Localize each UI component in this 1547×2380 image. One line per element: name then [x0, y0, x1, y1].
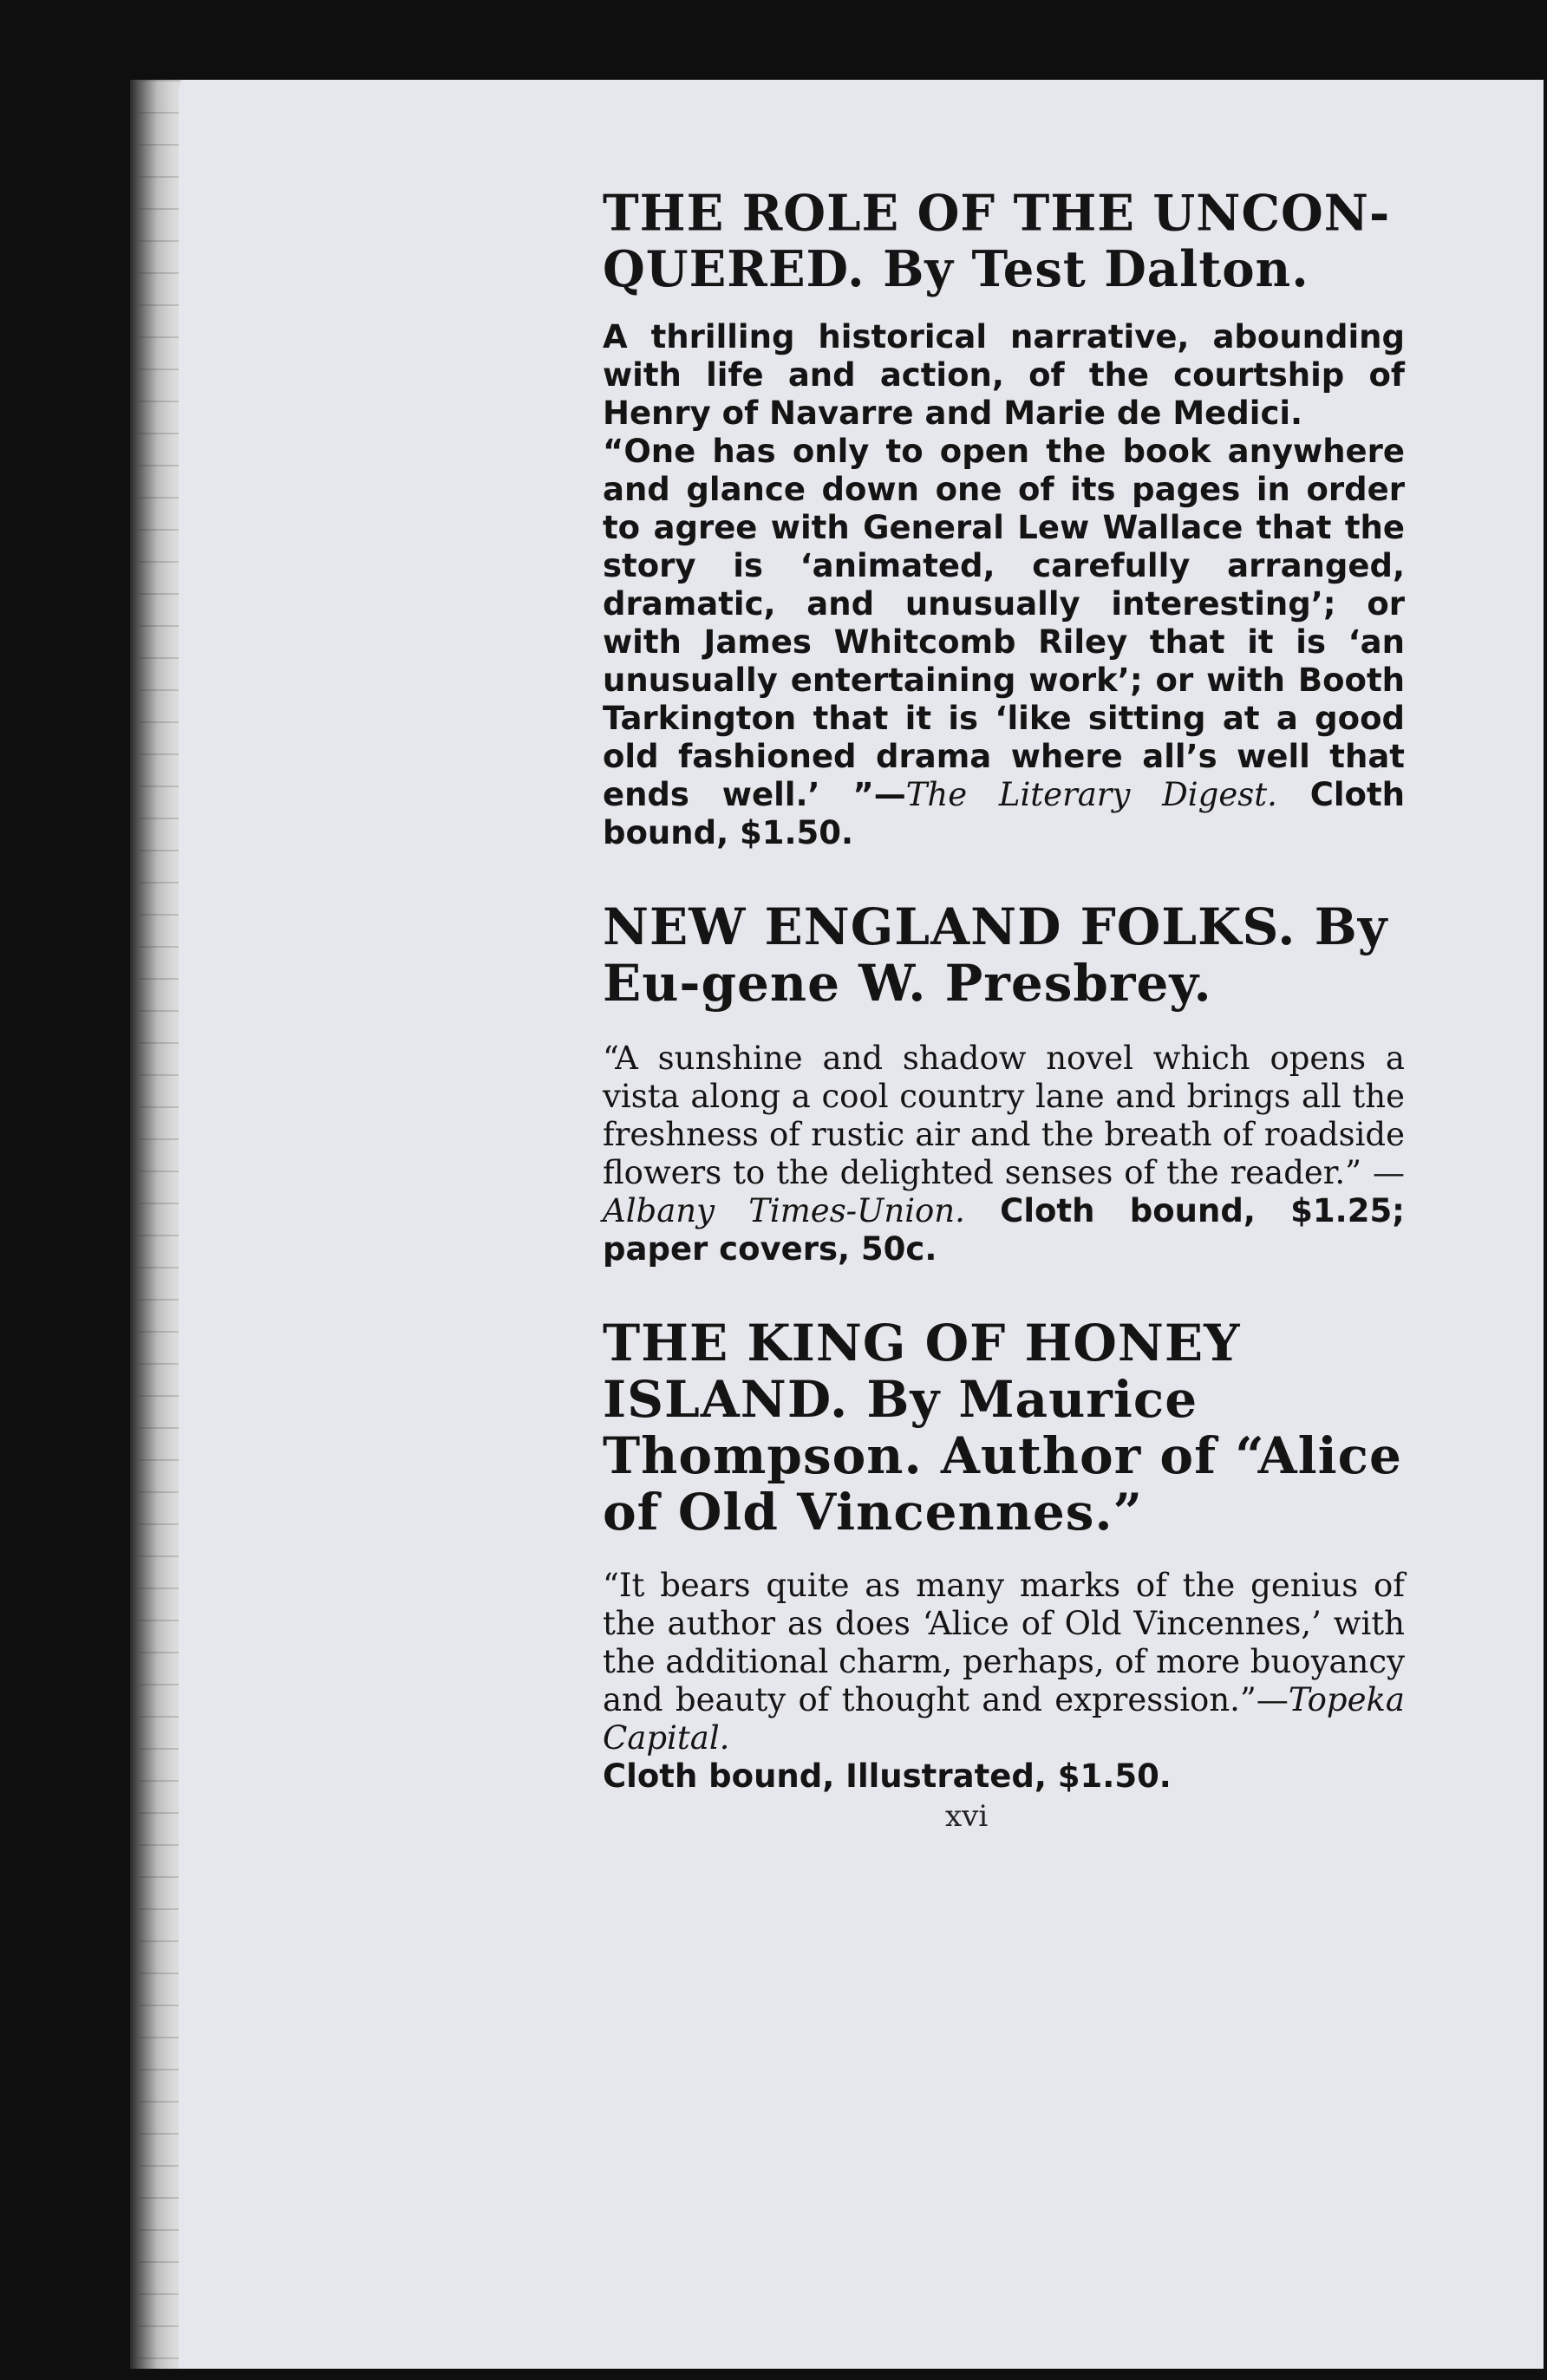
advertisement-column	[603, 184, 1405, 1796]
price-line: Cloth bound, Illustrated, $1.50.	[603, 1757, 1172, 1796]
review-quote-king-of-honey-island	[603, 1567, 1405, 1796]
page-edge-texture	[139, 80, 180, 2369]
book-title-new-england-folks: NEW ENGLAND FOLKS. By Eu-gene W. Presbrey.	[603, 897, 1388, 1014]
book-title-king-of-honey-island: THE KING OF HONEY ISLAND. By Maurice Thompson. Author of “Alice of Old Vincennes.”	[603, 1314, 1402, 1542]
review-quote-text: “One has only to open the book anywhere and glance down one of its pages in order to agree with General Lew Wallace that the story is ‘animated, carefully arranged, dramatic, and unusually interesting’; or with James Whitcomb Riley that it is ‘an unusually entertaining work’; or with Booth Tarkington that it is ‘like sitting at a good old fashioned drama where all’s well that ends well.’ ”—	[603, 433, 1405, 814]
review-source: Topeka Capital.	[603, 1681, 1405, 1757]
review-quote-new-england-folks	[603, 1040, 1405, 1268]
page-number: xvi	[945, 1799, 989, 1834]
review-quote-role-of-the-unconquered	[603, 433, 1405, 852]
review-source: The Literary Digest.	[905, 776, 1277, 814]
review-quote-text: “It bears quite as many marks of the genius of the author as does ‘Alice of Old Vincennes,’ with the additional charm, perhaps, of more buoyancy and beauty of thought and expression.”—	[603, 1567, 1405, 1719]
review-source: Albany Times-Union.	[603, 1192, 965, 1230]
book-description-role-of-the-unconquered: A thrilling historical narrative, abounding with life and action, of the courtship of Henry of Navarre and Marie de Medici.	[603, 318, 1405, 433]
price-line: Cloth bound, $1.25; paper covers, 50c.	[603, 1192, 1405, 1268]
review-quote-text: “A sunshine and shadow novel which opens a vista along a cool country lane and brings all the freshness of rustic air and the breath of roadside flowers to the delighted senses of the reader.” —	[603, 1040, 1405, 1192]
price-line: Cloth bound, $1.50.	[603, 776, 1405, 852]
book-title-role-of-the-unconquered: THE ROLE OF THE UNCON-QUERED. By Test Dalton.	[603, 184, 1391, 298]
